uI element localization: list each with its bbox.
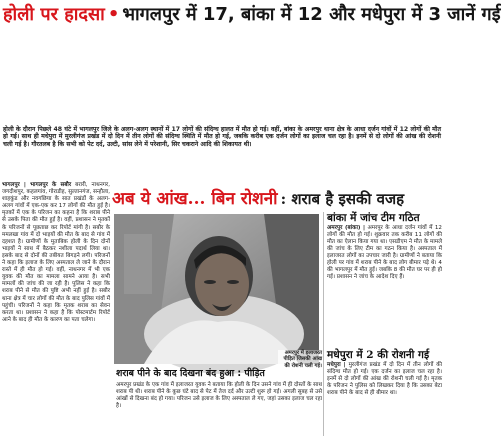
right-story-1 — [327, 225, 442, 349]
right-body-2: मुरलीगंज प्रखंड में दो दिन में तीन लोगों की संदिग्ध मौत हो गई। एक दर्जन का इलाज चल रहा है। इनमें से दो लोगों की आंख की रोशनी चली गई है। मृतक के परिजन ने पुलिस को लिखकर दिया है कि उसका बेटा शराब पीने के बाद से ही बीमार था। — [327, 362, 442, 396]
right-headline-1: बांका में जांच टीम गठित — [327, 212, 420, 224]
kicker-text: भागलपुर में 17, बांका में 12 और मधेपुरा में 3 जानें गई — [122, 4, 501, 25]
right-dateline-2: मधेपुरा | — [327, 362, 346, 368]
photo-caption: अमरपुर में इलाजरत पीड़ित जिसकी आंख की रोशनी चली गई। — [278, 350, 322, 384]
kicker-line — [3, 2, 501, 28]
kicker-tag: होली पर हादसा — [3, 4, 105, 25]
right-column — [323, 212, 442, 436]
right-headline-2: मधेपुरा में 2 की रोशनी गई — [327, 349, 430, 361]
sub-story-headline: शराब पीने के बाद दिखना बंद हुआ : पीड़ित — [116, 368, 265, 379]
left-column-story — [2, 182, 110, 436]
section-banner — [112, 186, 442, 210]
banner-red-text: अब ये आंख... बिन रोशनी — [112, 189, 278, 209]
banner-black-text: : शराब है इसकी वजह — [280, 190, 405, 208]
news-photo — [114, 214, 319, 364]
patient-photo-illustration — [114, 214, 319, 364]
right-body-1: अमरपुर के आधा दर्जन गांवों में 12 लोगों की मौत हो गई। शुक्रवार तक करीब 11 लोगों की मौत का ऐलान किया गया था। एसडीएम ने मौत के मामले की जांच के लिए टीम का गठन किया है। अस्पताल में इलाजरत लोगों का उपचार जारी है। ग्रामीणों ने बताया कि होली पर गांव में शराब पीने के बाद लोग बीमार पड़े थे। 4 की भागलपुर में मौत हुई। जबकि 8 की मौत घर पर ही हो गई। प्रशासन ने जांच के आदेश दिए हैं। — [327, 225, 442, 280]
left-body: बरारी, नाथनगर, जगदीशपुर, कहलगांव, गोराडीह, सुल्तानगंज, सन्हौला, शाहकुंड और नवगछिया के सात प्रखंडों के अलग-अलग गांवों में एक-एक कर 17 लोगों की मौत हुई है। मृतकों में एक के परिजन का कहना है कि शराब पीने से उसके पिता की मौत हुई है। वहीं, प्रशासन ने मृतकों के परिजनों से पूछताछ कर रिपोर्ट मांगी है। सबौर के ममलखा गांव में दो भाइयों की मौत के बाद से गांव में दहशत है। ग्रामीणों के मुताबिक होली के दिन दोनों भाइयों ने साथ में बैठकर नशीला पदार्थ लिया था। इसके बाद से दोनों की तबीयत बिगड़ने लगी। परिजनों ने कहा कि इलाज के लिए अस्पताल ले जाने के दौरान रास्ते में ही मौत हो गई। वहीं, नाथनगर में भी एक युवक की मौत का मामला सामने आया है। सभी मामलों की जांच की जा रही है। पुलिस ने कहा कि शराब पीने से मौत की पुष्टि अभी नहीं हुई है। सबौर थाना क्षेत्र में चार लोगों की मौत के बाद पुलिस गांवों में पहुंची। परिजनों ने कहा कि मृतक शराब का सेवन करता था। प्रशासन ने कहा है कि पोस्टमार्टम रिपोर्ट आने के बाद ही मौत के कारण का पता चलेगा। — [2, 182, 110, 323]
sub-story-body: अमरपुर प्रखंड के एक गांव में इलाजरत युवक ने बताया कि होली के दिन उसने गांव में ही दोस्तों के साथ शराब पी थी। शराब पीने के कुछ घंटे बाद से पेट में तेज दर्द और उल्टी शुरू हो गई। अगली सुबह से उसे आंखों से दिखना बंद हो गया। परिजन उसे इलाज के लिए अस्पताल ले गए, जहां उसका इलाज चल रहा है। — [116, 382, 322, 409]
right-dateline-1: अमरपुर (बांका) | — [327, 225, 366, 231]
right-story-2 — [327, 362, 442, 432]
kicker-bullet: • — [107, 4, 120, 25]
left-dateline: भागलपुर | भागलपुर के सबौर — [2, 182, 72, 188]
intro-paragraph: होली के दौरान पिछले 48 घंटे में भागलपुर जिले के अलग-अलग स्थानों में 17 लोगों की संदिग्ध हालत में मौत हो गई। वहीं, बांका के अमरपुर थाना क्षेत्र के आधा दर्जन गांवों में 12 लोगों की मौत हो गई। साथ ही मधेपुरा में मुरलीगंज प्रखंड में दो दिन में तीन लोगों की संदिग्ध स्थिति में मौत हो गई, जबकि करीब एक दर्जन लोगों का इलाज चल रहा है। इनमें से दो लोगों की आंख की रोशनी चली गई है। गौरतलब है कि सभी को पेट दर्द, उल्टी, सांस लेने में परेशानी, सिर चकराने आदि की शिकायत थी। — [3, 126, 441, 148]
